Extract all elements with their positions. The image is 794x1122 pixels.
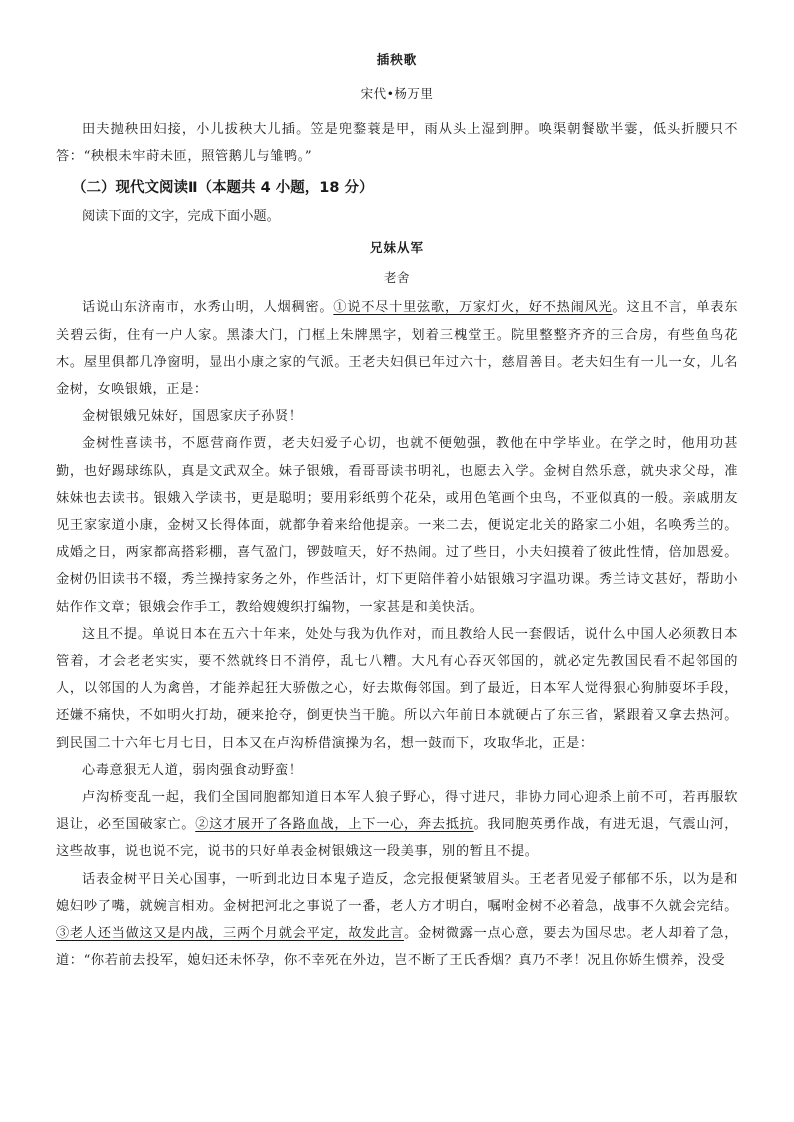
section-title: （二）现代文阅读Ⅱ（本题共 4 小题，18 分） <box>72 180 374 197</box>
p1-text-pre: 话说山东济南市，水秀山明，人烟稠密。 <box>82 300 334 316</box>
marked-sentence-1: ①说不尽十里弦歌，万家灯火，好不热闹风光 <box>333 300 613 316</box>
p1-text-post: 。这且不言，单表东关碧云街，住有一户人家。黑漆大门，门框上朱牌黑字，划着三槐堂王。院里整整齐齐的三合房，有些鱼鸟花木。屋里俱都几净窗明，显出小康之家的气派。王老夫妇俱已年过六十，慈眉善目。老夫妇生有一儿一女，儿名金树，女唤银娥，正是： <box>56 300 738 398</box>
story-author: 老舍 <box>383 270 410 286</box>
story-verse-1: 金树银娥兄妹好，国恩家庆子孙贤！ <box>82 409 303 425</box>
marked-sentence-2: ②这才展开了各路血战，上下一心，奔去抵抗 <box>195 817 474 833</box>
story-title: 兄妹从军 <box>369 240 424 256</box>
story-verse-2: 心毒意狠无人道，弱肉强食动野蛮！ <box>82 762 303 778</box>
story-paragraph-4 <box>56 784 738 866</box>
story-paragraph-3: 这且不提。单说日本在五六十年来，处处与我为仇作对，而且教给人民一套假话，说什么中国人必须教日本管着，才会老老实实，要不然就终日不消停，乱七八糟。大凡有心吞灭邻国的，就必定先教国民看不起邻国的人，以邻国的人为禽兽，才能养起狂大骄傲之心，好去欺侮邻国。到了最近，日本军人觉得狠心狗肺耍坏手段，还嫌不痛快，不如明火打劫，硬来抢夺，倒更快当干脆。所以六年前日本就硬占了东三省，紧跟着又拿去热河。到民国二十六年七月七日，日本又在卢沟桥借演操为名，想一鼓而下，攻取华北，正是： <box>56 626 738 751</box>
p5-text-post: 。金树微露一点心意，要去为国尽忠。老人却着了急，道：“你若前去投军，媳妇还未怀孕，你不幸死在外边，岂不断了王氏香烟？真乃不孝！况且你娇生惯养，没受 <box>56 926 738 969</box>
section-instruction: 阅读下面的文字，完成下面小题。 <box>82 209 280 225</box>
poem-author: 宋代•杨万里 <box>360 86 434 101</box>
poem-title: 插秧歌 <box>376 52 418 67</box>
marked-sentence-3: ③老人还当做这又是内战，三两个月就会平定，故发此言 <box>56 926 405 942</box>
story-paragraph-5 <box>56 866 738 975</box>
story-paragraph-1 <box>56 294 738 403</box>
story-paragraph-2: 金树性喜读书，不愿营商作贾，老夫妇爱子心切，也就不便勉强，教他在中学毕业。在学之时，他用功甚勤，也好踢球练队，真是文武双全。妹子银娥，看哥哥读书明礼，也愿去入学。金树自然乐意，就央求父母，准妹妹也去读书。银娥入学读书，更是聪明；要用彩纸剪个花朵，或用色笔画个虫鸟，不亚似真的一般。亲戚朋友见王家家道小康，金树又长得体面，就都争着来给他提亲。一来二去，便说定北关的路家二小姐，名唤秀兰的。成婚之日，两家都高搭彩棚，喜气盈门，锣鼓喧天，好不热闹。过了些日，小夫妇摸着了彼此性情，倍加恩爱。金树仍旧读书不辍，秀兰操持家务之外，作些活计，灯下更陪伴着小姑银娥习字温功课。秀兰诗文甚好，帮助小姑作作文章；银娥会作手工，教给嫂嫂织打编物，一家甚是和美快活。 <box>56 436 738 615</box>
poem-text: 田夫抛秧田妇接，小儿拔秧大儿插。笠是兜鍪蓑是甲，雨从头上湿到胛。唤渠朝餐歇半霎，低头折腰只不答：“秧根未牢莳未匝，照管鹅儿与雏鸭。” <box>56 122 738 165</box>
p4-text-pre: 卢沟桥变乱一起，我们全国同胞都知道日本军人狼子野心，得寸进尺，非协力同心迎杀上前不可，若再服软退让，必至国破家亡。 <box>56 790 738 833</box>
p5-text-pre: 话表金树平日关心国事，一听到北边日本鬼子造反，念完报便紧皱眉头。王老者见爱子郁郁不乐，以为是和媳妇吵了嘴，就婉言相劝。金树把河北之事说了一番，老人方才明白，嘱咐金树不必着急，战事不久就会完结。 <box>56 871 738 914</box>
p4-text-post: 。我同胞英勇作战，有进无退，气震山河，这些故事，说也说不完，说书的只好单表金树银娥这一段美事，别的暂且不提。 <box>56 817 739 860</box>
